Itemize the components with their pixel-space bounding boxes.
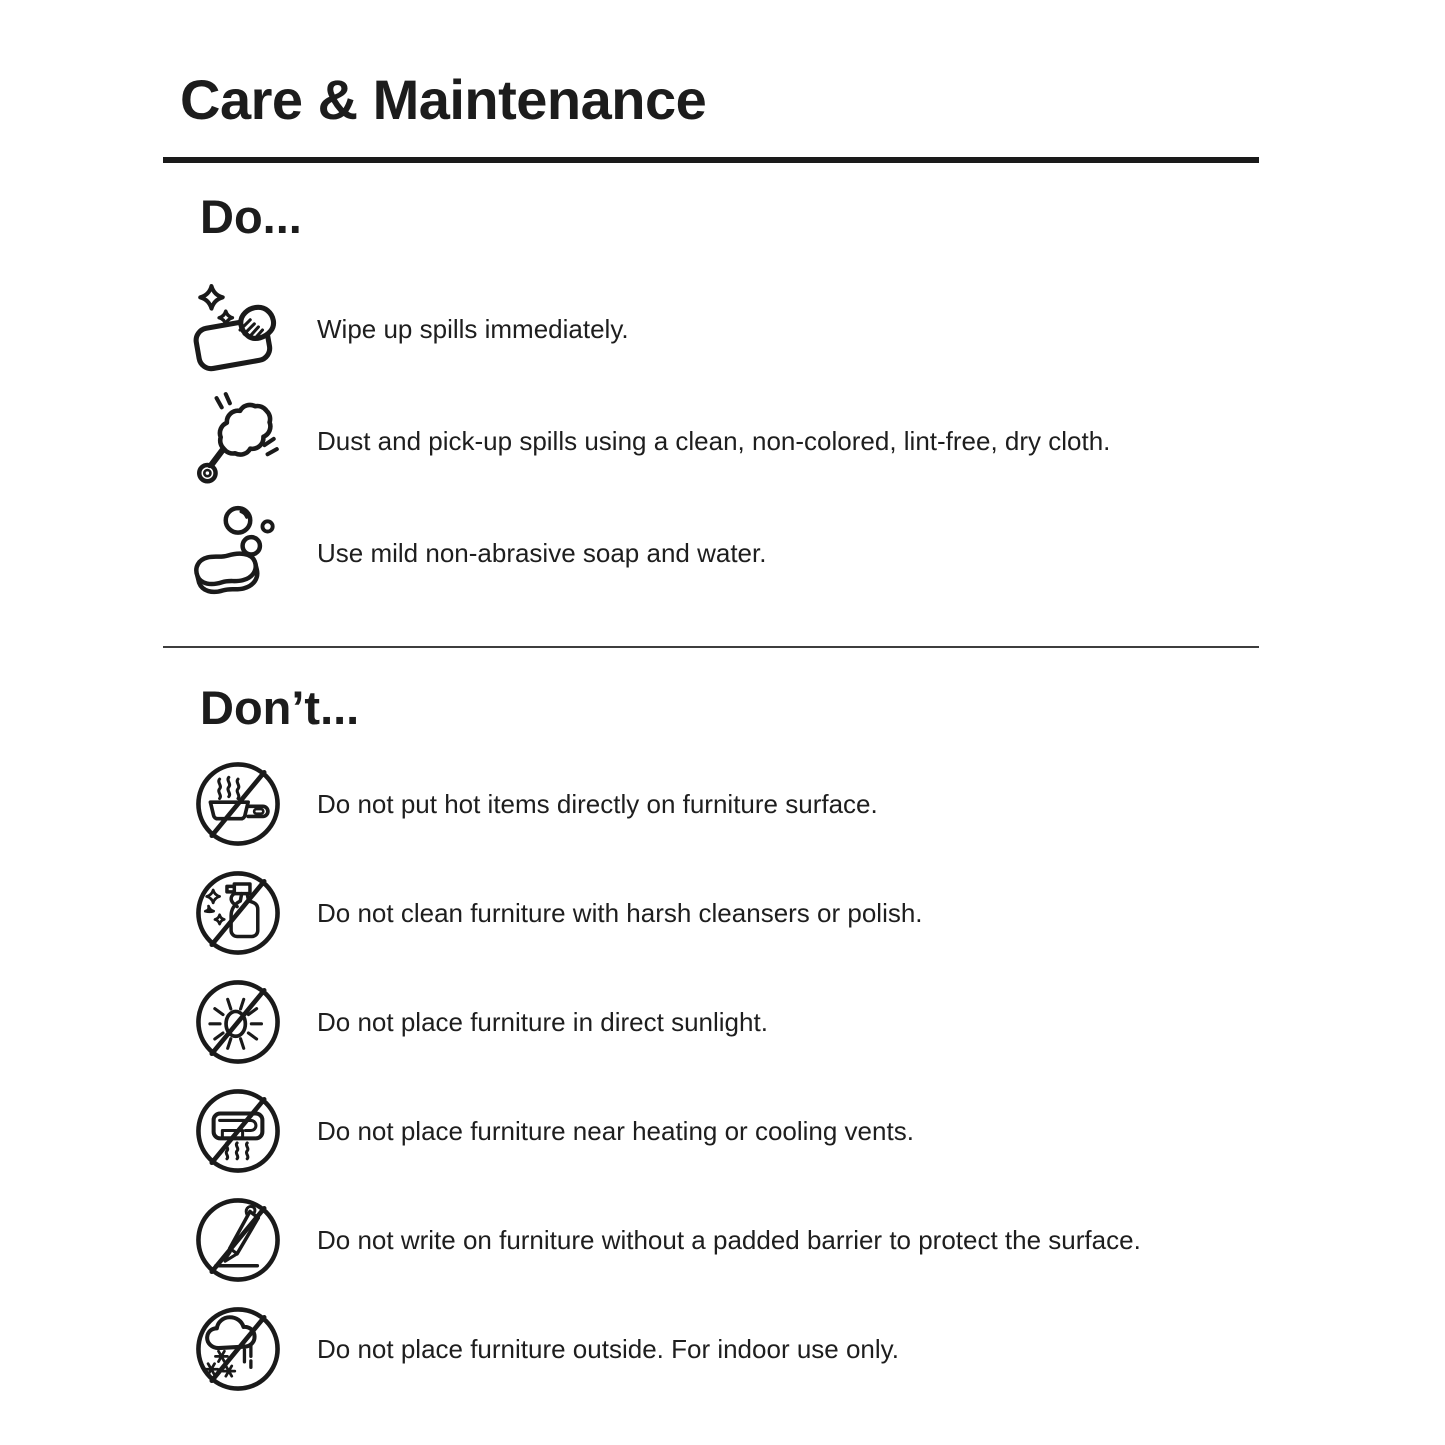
item-text: Do not place furniture near heating or cooling vents. [317,1116,914,1147]
no-direct-sunlight-icon [185,976,291,1068]
item-text: Do not place furniture outside. For indoor use only. [317,1334,899,1365]
item-text: Dust and pick-up spills using a clean, non-colored, lint-free, dry cloth. [317,426,1111,457]
section-divider [163,646,1259,648]
list-item [185,386,1259,498]
item-text: Wipe up spills immediately. [317,314,629,345]
list-item [185,274,1259,386]
item-text: Do not place furniture in direct sunlight. [317,1007,768,1038]
item-text: Use mild non-abrasive soap and water. [317,538,767,569]
soap-suds-icon [185,503,291,605]
do-list [163,274,1259,610]
list-item [185,1077,1259,1186]
duster-icon [185,391,291,493]
no-outdoor-use-icon [185,1303,291,1395]
list-item [185,968,1259,1077]
no-harsh-cleansers-icon [185,867,291,959]
list-item [185,750,1259,859]
wipe-hand-icon [185,279,291,381]
list-item [185,1186,1259,1295]
dont-list [163,750,1259,1404]
no-writing-icon [185,1194,291,1286]
dont-section [163,680,1259,1404]
no-heating-vents-icon [185,1085,291,1177]
do-section [163,189,1259,609]
list-item [185,1295,1259,1404]
list-item [185,859,1259,968]
no-hot-items-icon [185,758,291,850]
dont-heading: Don’t... [200,680,360,734]
item-text: Do not put hot items directly on furniture surface. [317,789,878,820]
page-title: Care & Maintenance [180,68,707,131]
item-text: Do not write on furniture without a padded barrier to protect the surface. [317,1225,1141,1256]
list-item [185,498,1259,610]
item-text: Do not clean furniture with harsh cleansers or polish. [317,898,923,929]
do-heading: Do... [200,190,302,244]
title-divider [163,157,1259,163]
